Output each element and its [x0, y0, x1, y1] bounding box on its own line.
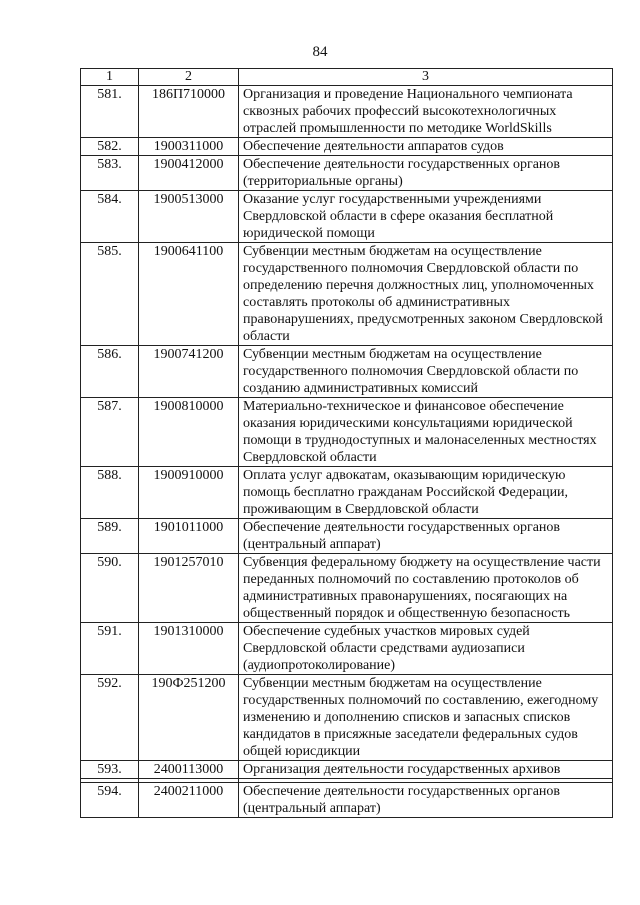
row-name: Субвенции местным бюджетам на осуществление государственного полномочия Свердловской области по созданию административных комиссий: [239, 346, 613, 398]
row-name: Обеспечение деятельности государственных органов (территориальные органы): [239, 156, 613, 191]
row-code: 1900641100: [139, 243, 239, 346]
row-code: 2400113000: [139, 761, 239, 779]
row-code: 2400211000: [139, 783, 239, 818]
table-row: [81, 156, 613, 191]
column-header-code: 2: [139, 69, 239, 86]
table-row: [81, 398, 613, 467]
table-row: [81, 761, 613, 779]
row-code: 1900741200: [139, 346, 239, 398]
table-row: [81, 346, 613, 398]
row-name: Субвенции местным бюджетам на осуществление государственного полномочия Свердловской области по определению перечня должностных лиц, уполномоченных составлять протоколы об административных правонарушениях, предусмотренных законом Свердловской области: [239, 243, 613, 346]
row-name: Материально-техническое и финансовое обеспечение оказания юридическими консультациями юридической помощи в труднодоступных и малонаселенных местностях Свердловской области: [239, 398, 613, 467]
row-number: 581.: [81, 86, 139, 138]
row-number: 591.: [81, 623, 139, 675]
table-row: [81, 191, 613, 243]
row-name: Обеспечение деятельности аппаратов судов: [239, 138, 613, 156]
row-number: 589.: [81, 519, 139, 554]
row-number: 590.: [81, 554, 139, 623]
row-name: Оплата услуг адвокатам, оказывающим юридическую помощь бесплатно гражданам Российской Федерации, проживающим в Свердловской области: [239, 467, 613, 519]
row-number: 587.: [81, 398, 139, 467]
table-row: [81, 243, 613, 346]
row-code: 186П710000: [139, 86, 239, 138]
table-row: [81, 467, 613, 519]
row-name: Субвенции местным бюджетам на осуществление государственных полномочий по составлению, ежегодному изменению и дополнению списков и запасных списков кандидатов в присяжные заседатели федеральных судов общей юрисдикции: [239, 675, 613, 761]
column-header-number: 1: [81, 69, 139, 86]
row-code: 1901011000: [139, 519, 239, 554]
column-header-name: 3: [239, 69, 613, 86]
table-row: [81, 554, 613, 623]
row-name: Организация деятельности государственных архивов: [239, 761, 613, 779]
table-row: [81, 623, 613, 675]
row-number: 585.: [81, 243, 139, 346]
row-name: Обеспечение судебных участков мировых судей Свердловской области средствами аудиозаписи (аудиопротоколирование): [239, 623, 613, 675]
row-name: Обеспечение деятельности государственных органов (центральный аппарат): [239, 519, 613, 554]
row-code: 1901310000: [139, 623, 239, 675]
table-row: [81, 783, 613, 818]
row-number: 588.: [81, 467, 139, 519]
row-code: 1900311000: [139, 138, 239, 156]
row-number: 584.: [81, 191, 139, 243]
row-name: Обеспечение деятельности государственных органов (центральный аппарат): [239, 783, 613, 818]
row-code: 1900412000: [139, 156, 239, 191]
row-name: Организация и проведение Национального чемпионата сквозных рабочих профессий высокотехнологичных отраслей промышленности по методике WorldSkills: [239, 86, 613, 138]
row-number: 586.: [81, 346, 139, 398]
row-code: 1900513000: [139, 191, 239, 243]
table-row: [81, 675, 613, 761]
row-code: 1900910000: [139, 467, 239, 519]
table-header-row: [81, 69, 613, 86]
row-code: 1901257010: [139, 554, 239, 623]
row-number: 593.: [81, 761, 139, 779]
row-code: 190Ф251200: [139, 675, 239, 761]
table-row: [81, 519, 613, 554]
table-row: [81, 138, 613, 156]
row-number: 592.: [81, 675, 139, 761]
row-number: 594.: [81, 783, 139, 818]
page-number: 84: [312, 44, 328, 60]
row-name: Оказание услуг государственными учреждениями Свердловской области в сфере оказания бесплатной юридической помощи: [239, 191, 613, 243]
row-name: Субвенция федеральному бюджету на осуществление части переданных полномочий по составлению протоколов об административных правонарушениях, посягающих на общественный порядок и общественную безопасность: [239, 554, 613, 623]
row-number: 582.: [81, 138, 139, 156]
budget-classification-table: [80, 68, 613, 818]
row-number: 583.: [81, 156, 139, 191]
row-code: 1900810000: [139, 398, 239, 467]
table-row: [81, 86, 613, 138]
